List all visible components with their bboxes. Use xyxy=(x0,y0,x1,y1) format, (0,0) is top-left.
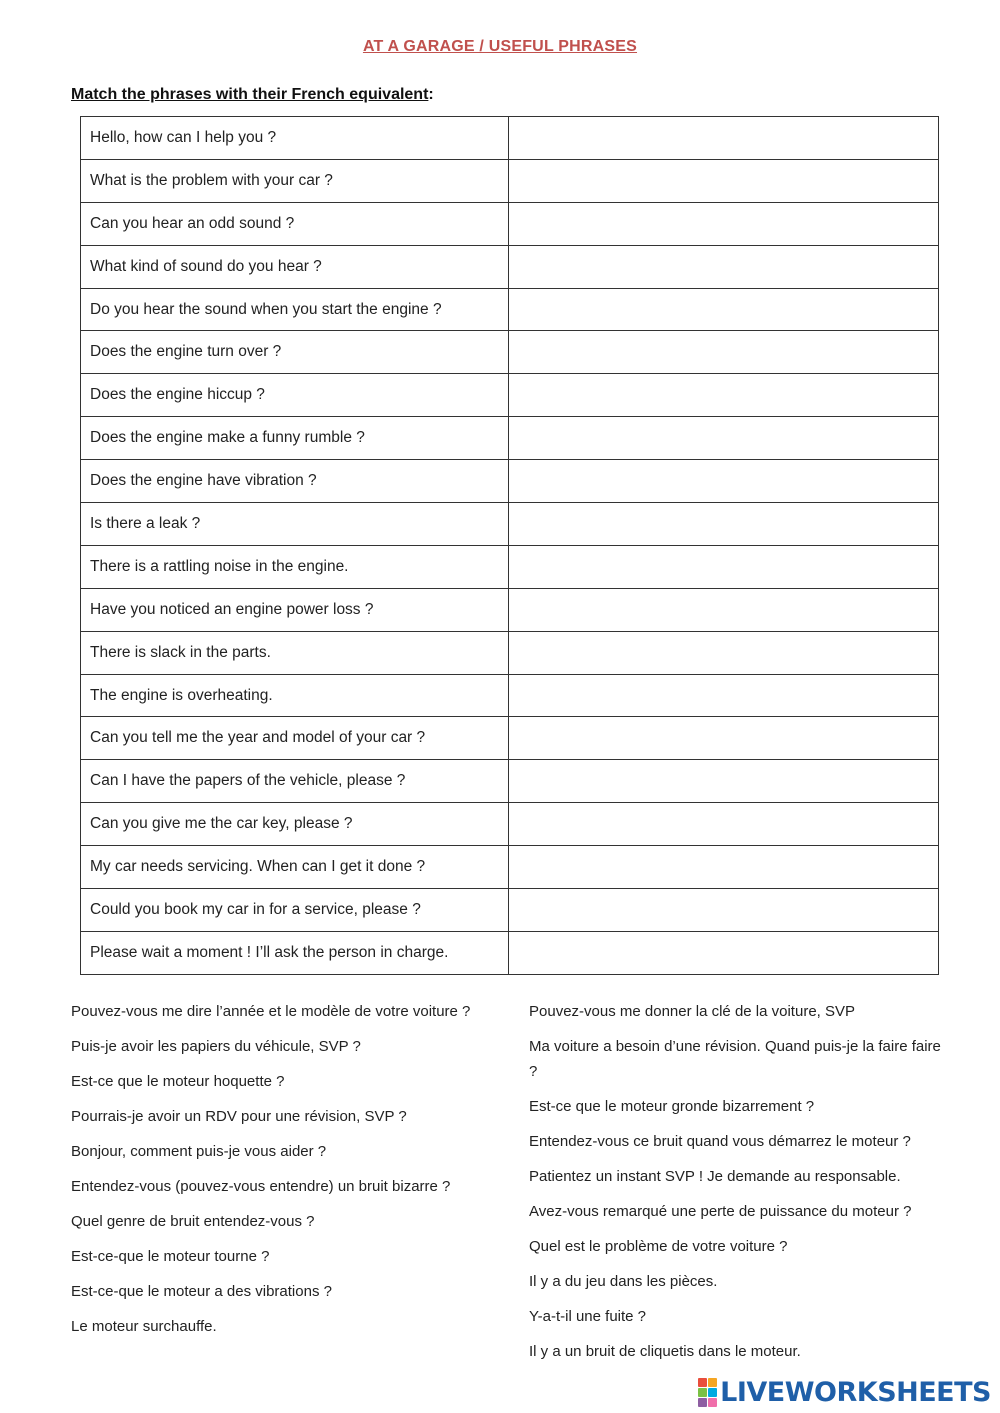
english-phrase: What is the problem with your car ? xyxy=(81,159,509,202)
table-row xyxy=(81,631,939,674)
answer-cell[interactable] xyxy=(509,588,939,631)
english-phrase: Have you noticed an engine power loss ? xyxy=(81,588,509,631)
french-phrase: Quel genre de bruit entendez-vous ? xyxy=(71,1213,315,1230)
english-phrase: What kind of sound do you hear ? xyxy=(81,245,509,288)
table-row xyxy=(81,760,939,803)
answer-cell[interactable] xyxy=(509,717,939,760)
logo-text: LIVEWORKSHEETS xyxy=(720,1376,991,1408)
logo-block xyxy=(698,1388,707,1397)
logo-block xyxy=(708,1378,717,1387)
english-phrase: My car needs servicing. When can I get it done ? xyxy=(81,846,509,889)
table-row xyxy=(81,931,939,974)
table-row xyxy=(81,417,939,460)
french-phrase: Le moteur surchauffe. xyxy=(71,1318,217,1335)
worksheet-title: AT A GARAGE / USEFUL PHRASES xyxy=(362,38,638,55)
matching-table xyxy=(80,116,939,975)
answer-cell[interactable] xyxy=(509,931,939,974)
answer-cell[interactable] xyxy=(509,460,939,503)
table-row xyxy=(81,117,939,160)
answer-cell[interactable] xyxy=(509,803,939,846)
answer-cell[interactable] xyxy=(509,202,939,245)
english-phrase: Can you tell me the year and model of your car ? xyxy=(81,717,509,760)
table-row xyxy=(81,588,939,631)
answer-cell[interactable] xyxy=(509,117,939,160)
answer-cell[interactable] xyxy=(509,889,939,932)
table-row xyxy=(81,331,939,374)
answer-cell[interactable] xyxy=(509,331,939,374)
french-phrase: Il y a un bruit de cliquetis dans le moteur. xyxy=(529,1342,801,1360)
french-phrase: Est-ce-que le moteur a des vibrations ? xyxy=(71,1283,332,1300)
english-phrase: Does the engine make a funny rumble ? xyxy=(81,417,509,460)
liveworksheets-logo xyxy=(698,1376,991,1408)
english-phrase: Please wait a moment ! I’ll ask the person in charge. xyxy=(81,931,509,974)
table-row xyxy=(81,803,939,846)
answer-cell[interactable] xyxy=(509,631,939,674)
logo-block xyxy=(708,1398,717,1407)
table-row xyxy=(81,288,939,331)
instruction-colon: : xyxy=(428,86,434,103)
english-phrase: Could you book my car in for a service, please ? xyxy=(81,889,509,932)
english-phrase: There is a rattling noise in the engine. xyxy=(81,545,509,588)
french-phrase: Est-ce que le moteur hoquette ? xyxy=(71,1073,285,1090)
answer-cell[interactable] xyxy=(509,545,939,588)
french-phrase: Il y a du jeu dans les pièces. xyxy=(529,1272,718,1290)
table-row xyxy=(81,159,939,202)
english-phrase: The engine is overheating. xyxy=(81,674,509,717)
french-phrases-left-column xyxy=(71,1000,491,1350)
answer-cell[interactable] xyxy=(509,288,939,331)
english-phrase: Can you hear an odd sound ? xyxy=(81,202,509,245)
answer-cell[interactable] xyxy=(509,159,939,202)
english-phrase: Do you hear the sound when you start the engine ? xyxy=(81,288,509,331)
french-phrase: Puis-je avoir les papiers du véhicule, SVP ? xyxy=(71,1038,361,1055)
english-phrase: Does the engine have vibration ? xyxy=(81,460,509,503)
french-phrase: Quel est le problème de votre voiture ? xyxy=(529,1237,788,1255)
table-row xyxy=(81,674,939,717)
french-phrase: Pouvez-vous me donner la clé de la voiture, SVP xyxy=(529,1003,856,1020)
english-phrase: Is there a leak ? xyxy=(81,503,509,546)
french-phrase: Ma voiture a besoin d’une révision. Quand puis-je la faire faire ? xyxy=(529,1038,941,1080)
french-phrase: Pouvez-vous me dire l’année et le modèle de votre voiture ? xyxy=(71,1003,471,1020)
english-phrase: Can I have the papers of the vehicle, please ? xyxy=(81,760,509,803)
answer-cell[interactable] xyxy=(509,417,939,460)
answer-cell[interactable] xyxy=(509,245,939,288)
table-row xyxy=(81,374,939,417)
table-row xyxy=(81,846,939,889)
answer-cell[interactable] xyxy=(509,503,939,546)
english-phrase: There is slack in the parts. xyxy=(81,631,509,674)
answer-cell[interactable] xyxy=(509,374,939,417)
instruction xyxy=(71,86,434,104)
french-phrase: Est-ce que le moteur gronde bizarrement ? xyxy=(529,1097,815,1115)
english-phrase: Hello, how can I help you ? xyxy=(81,117,509,160)
answer-cell[interactable] xyxy=(509,674,939,717)
french-phrase: Y-a-t-il une fuite ? xyxy=(529,1307,647,1325)
french-phrase: Pourrais-je avoir un RDV pour une révision, SVP ? xyxy=(71,1108,407,1125)
logo-block xyxy=(698,1398,707,1407)
logo-block xyxy=(698,1378,707,1387)
french-phrases-right-column xyxy=(529,1000,949,1375)
english-phrase: Can you give me the car key, please ? xyxy=(81,803,509,846)
english-phrase: Does the engine hiccup ? xyxy=(81,374,509,417)
answer-cell[interactable] xyxy=(509,846,939,889)
table-row xyxy=(81,545,939,588)
instruction-text: Match the phrases with their French equivalent xyxy=(71,86,429,103)
answer-cell[interactable] xyxy=(509,760,939,803)
french-phrase: Est-ce-que le moteur tourne ? xyxy=(71,1248,270,1265)
french-phrase: Bonjour, comment puis-je vous aider ? xyxy=(71,1143,327,1160)
french-phrase: Entendez-vous ce bruit quand vous démarrez le moteur ? xyxy=(529,1132,911,1150)
table-row xyxy=(81,717,939,760)
french-phrase: Patientez un instant SVP ! Je demande au responsable. xyxy=(529,1167,901,1185)
table-row xyxy=(81,503,939,546)
english-phrase: Does the engine turn over ? xyxy=(81,331,509,374)
french-phrase: Avez-vous remarqué une perte de puissance du moteur ? xyxy=(529,1202,912,1220)
table-row xyxy=(81,202,939,245)
table-row xyxy=(81,460,939,503)
table-row xyxy=(81,889,939,932)
logo-blocks-icon xyxy=(698,1378,717,1407)
table-row xyxy=(81,245,939,288)
french-phrase: Entendez-vous (pouvez-vous entendre) un bruit bizarre ? xyxy=(71,1178,451,1195)
logo-block xyxy=(708,1388,717,1397)
